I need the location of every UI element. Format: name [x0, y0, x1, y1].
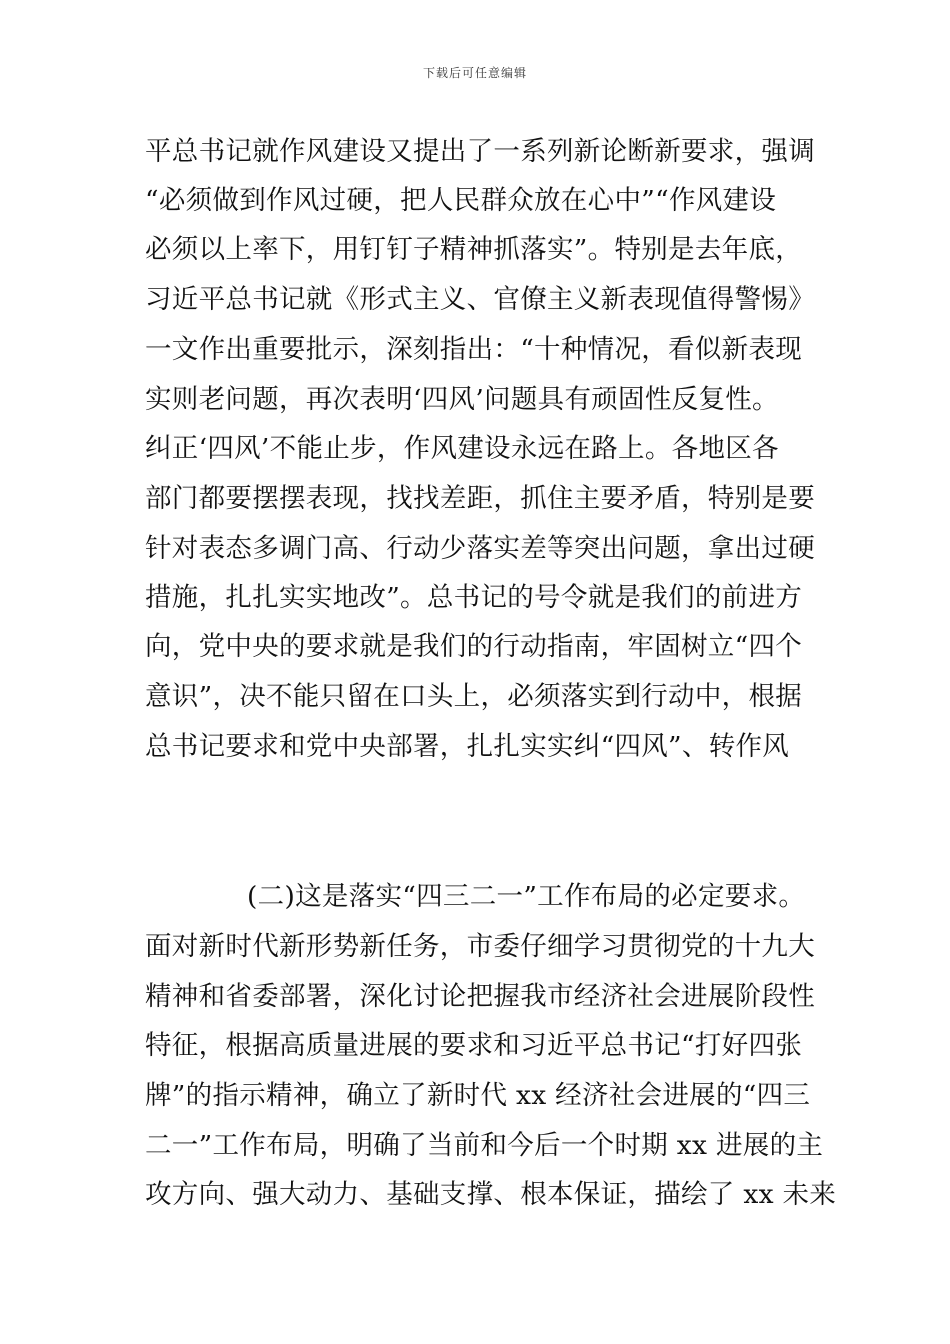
text-line: 必须以上率下，用钉钉子精神抓落实”。特别是去年底， — [145, 234, 803, 265]
text-line: 针对表态多调门高、行动少落实差等突出问题，拿出过硬 — [145, 533, 815, 564]
text-line: 特征，根据高质量进展的要求和习近平总书记“打好四张 — [145, 1030, 803, 1061]
text-line: 平总书记就作风建设又提出了一系列新论断新要求，强调 — [145, 136, 815, 167]
text-line: 精神和省委部署，深化讨论把握我市经济社会进展阶段性 — [145, 981, 815, 1012]
text-line: 措施，扎扎实实地改”。总书记的号令就是我们的前进方 — [145, 582, 803, 613]
text-line: 向，党中央的要求就是我们的行动指南，牢固树立“四个 — [145, 631, 803, 662]
text-line: 二一”工作布局，明确了当前和今后一个时期 xx 进展的主 — [145, 1130, 824, 1161]
text-line: “必须做到作风过硬，把人民群众放在心中”“作风建设 — [145, 185, 777, 216]
section-heading-line: (二)这是落实“四三二一”工作布局的必定要求。 — [247, 881, 806, 912]
page-header: 下载后可任意编辑 — [422, 66, 527, 80]
text-line: 实则老问题，再次表明‘四风’问题具有顽固性反复性。 — [145, 384, 779, 415]
text-line: 纠正‘四风’不能止步，作风建设永远在路上。各地区各 — [145, 433, 779, 464]
text-line: 习近平总书记就《形式主义、官僚主义新表现值得警惕》 — [145, 284, 815, 315]
text-line: 部门都要摆摆表现，找找差距，抓住主要矛盾，特别是要 — [145, 483, 815, 514]
text-line: 意识”，决不能只留在口头上，必须落实到行动中，根据 — [145, 681, 803, 712]
text-line: 总书记要求和党中央部署，扎扎实实纠“四风”、转作风 — [145, 731, 790, 762]
text-line: 面对新时代新形势新任务，市委仔细学习贯彻党的十九大 — [145, 931, 815, 962]
text-line: 一文作出重要批示，深刻指出：“十种情况，看似新表现 — [145, 334, 803, 365]
text-line: 牌”的指示精神，确立了新时代 xx 经济社会进展的“四三 — [145, 1080, 811, 1111]
text-line: 攻方向、强大动力、基础支撑、根本保证，描绘了 xx 未来 — [145, 1179, 837, 1210]
